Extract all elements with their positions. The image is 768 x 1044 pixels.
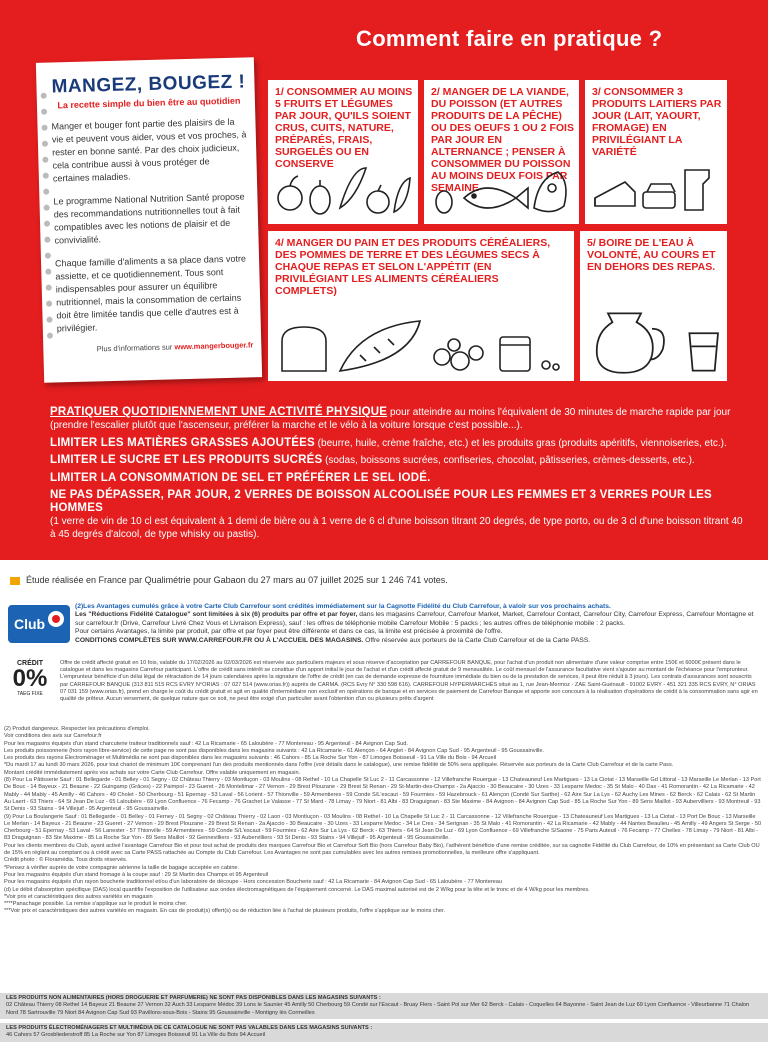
note: *Voir prix et caractéristiques des autres variétés en magasin	[4, 893, 153, 900]
tile-text-1: 1/ CONSOMMER AU MOINS 5 FRUITS ET LÉGUMES PAR JOUR, QU'ILS SOIENT CRUS, CUITS, NATURE, PRÉPARÉS, FRAIS, SURGELÉS OU EN CONSERVE	[275, 86, 413, 170]
bullet-activity-head: PRATIQUER QUOTIDIENNEMENT UNE ACTIVITÉ PHYSIQUE	[50, 406, 388, 418]
note: Voir conditions des avis sur Carrefour.fr	[4, 733, 102, 740]
bullet-sugar-text: (sodas, boissons sucrées, confiseries, chocolat, pâtisseries, crèmes-desserts, etc.).	[322, 455, 695, 466]
box2-text: 46 Cahors 57 Grosbliederstroff 85 La Roche sur Yon 87 Limoges Boisseuil 91 La Ville du Bois 94 Accueil	[6, 1032, 266, 1039]
tile-bread-cereals	[268, 231, 574, 381]
card-paragraph-3: Chaque famille d'aliments a sa place dans votre assiette, et ce quotidiennement. Tous sont indispensables pour assurer un équilibre nutritionnel, mais la consommation de certains doit être limitée tandis que celle d'autres est à privilégier.	[54, 253, 246, 334]
tile-water	[580, 231, 727, 381]
note: (2) Produit dangereux. Respecter les précautions d'emploi.	[4, 726, 150, 732]
club-logo-text: Club	[14, 616, 46, 632]
note: (9) Pour La Boulangerie Sauf : 01 Bellegarde - 01 Belley - 01 Ferney - 01 Segny - 02 Château Thierry - 02 Laon - 03 Montluçon - 03 Moulins - 08 Rethel - 10 La Chapelle St Luc 2 - 11 Carcassonne - 12 Villefranche Rouergue - 13 Chateauneuf Les Martigues - 13 La Ciotat - 13 Port De Bouc - 13 Marseille Le Merlan - 14 Bayeux - 21 Beaune - 23 Gueret - 27 Vernon - 29 Brest Plouzane - 29 Brest St Renan - 2a Ajaccio - 30 Beaucaire - 30 Uzes - 33 Lesparre Medoc - 34 Le Cres - 34 Serignan - 35 St Malo - 41 Romorantin - 42 La Ricamarie - 42 Mably - 44 Nantes Beaulieu - 45 Amilly - 49 Angers St Serge - 50 Cherbourg - 51 Epernay - 53 Laval - 56 Lanester - 57 Thionville - 59 Armentieres - 59 Conde S/L'escaut - 59 Fourmies - 62 Aire Sur La Lys - 62 Berck - 63 Thiers - 64 St Jean De Luz - 69 Lyon Confluence - 69 Villefranche S/Saone - 75 Paris Auteuil - 76 Fecamp - 77 Chelles - 78 Limay - 79 Niort - 81 Albi - 83 Draguignan - 83 Ste Maxime - 85 La Roche Sur Yon - 89 Sens Maillot - 92 Gennevilliers - 93 Aubervilliers - 93 St Denis - 93 Stains - 94 Villejuif - 95 Argenteuil - 95 Goussainville.	[4, 813, 762, 842]
box1-text: 02 Château Thierry 08 Rethel 14 Bayeux 21 Beaune 27 Vernon 32 Auch 33 Lesparre Médoc 39 Lons le Saunier 45 Amilly 50 Cherbourg 59 Condé sur l'Escaut - Bruay Flers - Saint Pol sur Mer 62 Berck - Calais - Coquelles 64 Bayonne - Saint Jean de Luz 69 Lyon Confluence - Villeurbanne 71 Chalon Nord 78 Sartrouville 79 Niort 84 Avignon Cap Sud 93 Pavillons-sous-Bois - Stains 95 Goussainville - Montigny lès Cormeilles	[6, 1002, 750, 1016]
bullet-activity	[50, 406, 750, 432]
legal-notes	[4, 726, 762, 916]
club-line-1: (2)Les Avantages cumulés grâce à votre Carte Club Carrefour sont crédités immédiatement sur la Cagnotte Fidélité du Club Carrefour, à valoir sur vos prochains achats.	[75, 603, 611, 610]
bullet-alcohol-text: (1 verre de vin de 10 cl est équivalent à 1 demi de bière ou à 1 verre de 6 cl d'une boisson titrant 20 degrés, de type porto, ou de 3 cl d'une boisson titrant 40 à 45 degrés d'alcool, de type whisky ou pastis).	[50, 516, 743, 540]
credit-label: CRÉDIT	[16, 660, 44, 667]
club-line-2-bold: Les "Réductions Fidélité Catalogue" sont limitées à six (6) produits par offre et par foyer,	[75, 611, 358, 619]
bullet-salt	[50, 472, 750, 485]
note: *Pensez à vérifier auprès de votre compagnie aérienne la taille de bagage acceptée en cabine.	[4, 864, 240, 871]
card-link-prefix: Plus d'informations sur	[96, 342, 173, 354]
note: ****Panachage possible. La remise s'applique sur le produit le moins cher.	[4, 901, 188, 908]
credit-rate: 0%	[12, 665, 48, 692]
bullet-fat	[50, 437, 750, 450]
note: Pour les clients membres du Club, ayant activé l'avantage Carrefour Bio et pour tout achat de produits des marques Carrefour Bio et Carrefour Soft Bio (hors Carrefour Baby Bio), l'adhérent bénéficie d'une remise créditée, sur sa cagnotte Fidélité du Club Carrefour, de 10% en présentant sa Carte Club OU de 15% en réglant au comptant ou à crédit avec sa Carte PASS rattachée au Compte du Club Carrefour. Les Avantages ne sont pas cumulables avec les autres remises promotionnelles, la meilleure offre s'appliquant.	[4, 842, 760, 857]
club-conditions	[75, 603, 761, 645]
box1-title: LES PRODUITS NON ALIMENTAIRES (HORS DROGUERIE ET PARFUMERIE) NE SONT PAS DISPONIBLES DANS LES MAGASINS SUIVANTS :	[6, 995, 381, 1001]
credit-0-percent-badge	[8, 660, 52, 704]
bread-cereals-icon	[274, 315, 568, 375]
fruits-vegetables-icon	[274, 158, 414, 218]
note: Pour les magasins équipés d'un stand charcuterie traiteur traditionnels sauf : 42 La Ricamarie - 65 Laloubère - 77 Montereau - 95 Argenteuil - 84 Avignon Cap Sud.	[4, 740, 408, 747]
tile-text-3: 3/ CONSOMMER 3 PRODUITS LAITIERS PAR JOUR (LAIT, YAOURT, FROMAGE) EN PRIVILÉGIANT LA VARIÉTÉ	[592, 86, 722, 158]
note: Pour les magasins équipés d'un stand fromage à la coupe sauf : 29 St Martin des Champs et 95 Argenteuil	[4, 871, 269, 878]
tile-meat-fish-eggs	[424, 80, 579, 224]
bullet-alcohol	[50, 489, 750, 541]
note: (d) Le débit d'absorption spécifique (DAS) local quantifie l'exposition de l'utilisateur aux ondes électromagnétiques de l'équipement concerné. Le DAS maximal autorisé est de 2 W/kg pour la tête et le tronc et de 4 W/kg pour les membres.	[4, 886, 590, 893]
tile-text-4: 4/ MANGER DU PAIN ET DES PRODUITS CÉRÉALIERS, DES POMMES DE TERRE ET DES LÉGUMES SECS À CHAQUE REPAS ET SELON L'APPÉTIT (EN PRIVILÉGIANT LES ALIMENTS CÉRÉALIERS COMPLETS)	[275, 237, 551, 297]
note: *Du mardi 17 au lundi 30 mars 2026, pour tout chariot de minimum 10€ comprenant l'un des produits mentionnés dans l'offre (voir détails dans le catalogue), une remise fidélité de 50% sera appliquée. Réservée aux porteurs de la Carte Club Carrefour et de la carte Pass.	[4, 762, 674, 769]
note: Pour les magasins équipés d'un rayon boucherie traditionnel et/ou d'un laboratoire de découpe - Hors concession Boucherie sauf : 42 La Ricamarie - 84 Avignon Cap Sud - 65 Laloubère - 77 Montereau	[4, 879, 503, 886]
tile-dairy	[585, 80, 727, 224]
water-pitcher-icon	[586, 309, 735, 375]
dairy-icon	[591, 158, 721, 218]
club-line-4-text: Offre réservée aux porteurs de la Carte Club Carrefour et de la Carte PASS.	[363, 636, 591, 644]
study-text: Étude réalisée en France par Qualimétrie pour Gabaon du 27 mars au 07 juillet 2025 sur 1 246 741 votes.	[26, 575, 448, 585]
bullet-fat-head: LIMITER LES MATIÈRES GRASSES AJOUTÉES	[50, 437, 315, 449]
card-link-line	[57, 340, 253, 354]
club-line-2	[75, 611, 761, 628]
club-line-4	[75, 637, 761, 645]
bullet-sugar-head: LIMITER LE SUCRE ET LES PRODUITS SUCRÉS	[50, 454, 323, 466]
bullet-salt-head: LIMITER LA CONSOMMATION DE SEL ET PRÉFÉRER LE SEL IODÉ.	[50, 472, 431, 484]
club-line-2-text: dans les magasins Carrefour, Carrefour Market, Market, Carrefour Contact, Carrefour City, Carrefour Express, Carrefour Montagne et sur carrefour.fr (Drive, Carrefour Livré Chez Vous et Livraison Express), sauf : les offres de téléphonie mobile Carrefour Mobile : 5 packs ; les autres offres de téléphonie mobile : 2 packs.	[75, 611, 754, 627]
club-line-4-bold: CONDITIONS COMPLÈTES SUR WWW.CARREFOUR.FR OU À L'ACCUEIL DES MAGASINS.	[75, 636, 364, 644]
note: (8) Pour La Pâtisserie Sauf : 01 Bellegarde - 01 Belley - 01 Segny - 02 Château Thierry - 03 Montluçon - 03 Moulins - 08 Rethel - 10 La Chapelle St Luc 2 - 11 Carcassonne - 12 Villefranche Rouergue - 13 Chateauneuf Les Martigues - 13 La Ciotat - 13 Marseille Gd Littoral - 13 Marseille Le Merlan - 13 Port De Bouc - 14 Bayeux - 21 Beaune - 22 Guingamp (Grâces) - 22 Paimpol - 23 Gueret - 26 Montelimar - 27 Vernon - 29 Brest Plouzane - 29 Brest St Renan - 29 St-Martin-des-Champs - 2a Ajaccio - 30 Beaucaire - 30 Uzes - 33 Lesparre Medoc - 35 St Malo - 40 Dax - 41 Romorantin - 42 La Ricamarie - 42 Mably - 44 Mably - 45 Amilly - 46 Cahors - 49 Cholet - 50 Cherbourg - 51 Epernay - 53 Laval - 56 Lorient - 57 Thionville - 59 Armentieres - 59 Conde S/L'escaut - 59 Fourmies - 59 Hazebrouck - 61 Alençon (Condé Sur Sarthe) - 62 Aire Sur La Lys - 62 Auchy Les Mines - 62 Berck - 62 Calais - 62 St Martin Au Laert - 63 Thiers - 64 St Jean De Luz - 65 Laloubère - 69 Lyon Confluence - 76 Fecamp - 76 Grachet Le Valasse - 77 St Mard - 78 Limay - 79 Niort - 81 Albi - 83 Draguignan - 83 Ste Maxime - 84 Avignon - 84 Avignon Cap Sud - 85 La Roche Sur Yon - 89 Sens Maillot - 93 Aubervilliers - 93 Montreuil - 93 St Denis - 93 Stains - 94 Villejuif - 95 Argenteuil - 95 Goussainville.	[4, 777, 761, 813]
vote-icon	[10, 577, 20, 585]
credit-conditions: Offre de crédit affecté gratuit en 10 fois, valable du 17/02/2026 au 02/03/2026 est réservée aux particuliers majeurs et sous réserve d'acceptation par CARREFOUR BANQUE, pour l'achat d'un produit non alimentaire d'une valeur comprise entre 150€ et 6000€ présent dans le catalogue et dans les magasins Carrefour participant. L'offre de crédit sans intérêt se constitue d'un apport initial le jour de l'achat et d'un crédit affecté gratuit de 9 mensualités. Le coût mensuel de l'assurance facultative vient s'ajouter au montant de l'échéance pour l'emprunteur. L'emprunteur bénéficie d'un délai légal de rétractation de 14 jours calendaires après la signature de l'offre de crédit (en cas de demande expresse de fourniture immédiate du bien ou de la prestation de services, il peut être réduit à 3 jours). Les contrats d'assurances sont souscrits par CARREFOUR BANQUE (313 811 515 RCS EVRY N°ORIAS : 07 027 514 (www.orias.fr)) auprès de CARMA. (RCS Evry N° 330 598 616). CARREFOUR HYPERMARCHÉS situé au 1, rue Jean-Mermoz - ZAE Saint-Guénault - 91002 EVRY - 451 321 335 RCS EVRY, N° ORIAS 07 031 159 (www.orias.fr), prend en charge le coût du crédit gratuit et agit en qualité d'intermédiaire non exclusif en opérations de banque et en services de paiement de Carrefour Banque et apporte son concours à la réalisation d'opérations de crédit à la consommation sans agir en qualité de prêteur. Aucun versement, de quelque nature que ce soit, ne peut être exigé d'un particulier avant l'obtention d'un ou plusieurs prêts d'argent	[60, 660, 758, 703]
note: Montant crédité immédiatement après vos achats sur votre Carte Club Carrefour. Offre valable uniquement en magasin.	[4, 769, 301, 776]
card-paragraph-2: Le programme National Nutrition Santé propose des recommandations nutritionnelles tout à fait compatibles avec les notions de plaisir et de convivialité.	[53, 191, 245, 246]
mangez-bougez-card	[36, 57, 262, 383]
bullet-fat-text: (beurre, huile, crème fraîche, etc.) et les produits gras (produits apéritifs, viennoiseries, etc.).	[314, 438, 727, 449]
electro-availability-box	[0, 1023, 768, 1042]
card-paragraph-1: Manger et bouger font partie des plaisirs de la vie et peuvent vous aider, vous et vos proches, à rester en bonne santé. Par des choix judicieux, cela contribue aussi à vous protéger de certaines maladies.	[51, 116, 247, 184]
credit-sub: TAEG FIXE	[17, 691, 43, 697]
box2-title: LES PRODUITS ÉLECTROMÉNAGERS ET MULTIMÉDIA DE CE CATALOGUE NE SONT PAS VALABLES DANS LES MAGASINS SUIVANTS :	[6, 1025, 373, 1031]
bullet-sugar	[50, 454, 750, 467]
tile-text-5: 5/ BOIRE DE L'EAU À VOLONTÉ, AU COURS ET EN DEHORS DES REPAS.	[587, 237, 716, 273]
bullet-activity-text: pour atteindre au moins l'équivalent de 30 minutes de marche rapide par jour (prendre l'escalier plutôt que l'ascenseur, préférer la marche et le vélo à la voiture lorsque c'est possible...).	[50, 407, 731, 431]
note: ***Voir prix et caractéristiques des autres variétés en magasin. En cas de produit(s) offert(s) ou de réduction liée à l'achat de plusieurs produits, l'offre s'applique sur le moins cher.	[4, 908, 446, 915]
club-line-3: Pour certains Avantages, la limite par produit, par offre et par foyer peut être différente et dans ce cas, la limite est précisée à proximité de l'offre.	[75, 628, 503, 636]
note: Les produits poissonnerie (hors rayon libre-service) de cette page ne sont pas disponibles dans les magasins suivants : 42 La Ricamarie - 61 Alençon - 64 Anglet - 84 Avignon Cap Sud - 95 Argenteuil - 95 Goussainville.	[4, 747, 545, 754]
bullet-alcohol-head: NE PAS DÉPASSER, PAR JOUR, 2 VERRES DE BOISSON ALCOOLISÉE POUR LES FEMMES ET 3 VERRES POUR LES HOMMES	[50, 489, 712, 514]
fish-meat-eggs-icon	[430, 158, 575, 218]
note: Crédit photo : © Floramédia. Tous droits réservés.	[4, 857, 128, 864]
card-title: MANGEZ, BOUGEZ !	[51, 71, 246, 98]
page-title: Comment faire en pratique ?	[356, 26, 663, 51]
non-food-availability-box	[0, 993, 768, 1019]
note: Les produits des rayons Électroménager et Multimédia ne sont pas disponibles dans les magasins suivants : 46 Cahors - 85 La Roche Sur Yon - 87 Limoges Boisseuil - 91 La Ville du Bois - 94 Arcueil	[4, 755, 497, 762]
tile-fruits-vegetables	[268, 80, 418, 224]
tile-text-2: 2/ MANGER DE LA VIANDE, DU POISSON (ET AUTRES PRODUITS DE LA PÊCHE) OU DES OEUFS 1 OU 2 FOIS PAR JOUR EN ALTERNANCE ; PENSER À CONSOMMER DU POISSON AU MOINS DEUX FOIS PAR SEMAINE	[431, 86, 574, 194]
card-subtitle: La recette simple du bien être au quotidien	[57, 95, 241, 111]
study-line	[10, 575, 760, 585]
mangerbouger-link[interactable]: www.mangerbouger.fr	[174, 340, 254, 352]
club-carrefour-logo	[8, 605, 70, 643]
